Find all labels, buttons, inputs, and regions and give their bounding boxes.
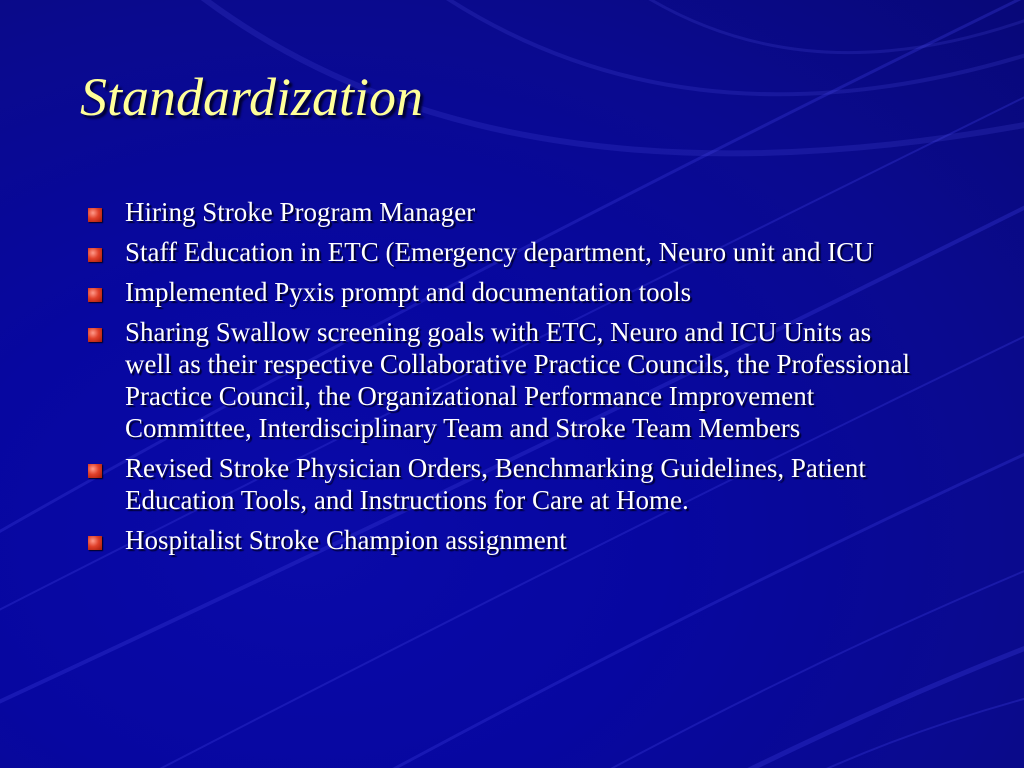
square-bullet-icon <box>88 536 102 550</box>
bullet-list <box>88 196 918 564</box>
bullet-item <box>88 316 918 444</box>
square-bullet-icon <box>88 328 102 342</box>
square-bullet-icon <box>88 248 102 262</box>
square-bullet-icon <box>88 464 102 478</box>
slide-title: Standardization <box>80 67 424 127</box>
bullet-item <box>88 452 918 516</box>
square-bullet-icon <box>88 288 102 302</box>
bullet-text: Implemented Pyxis prompt and documentation tools <box>125 277 692 307</box>
bullet-text: Staff Education in ETC (Emergency department, Neuro unit and ICU <box>125 237 874 267</box>
bullet-item <box>88 236 918 268</box>
bullet-text: Hiring Stroke Program Manager <box>125 197 476 227</box>
bullet-text: Sharing Swallow screening goals with ETC, Neuro and ICU Units as well as their respective Collaborative Practice Councils, the Professional Practice Council, the Organizational Performance Improvement Committee, Interdisciplinary Team and Stroke Team Members <box>125 317 911 443</box>
bullet-text: Revised Stroke Physician Orders, Benchmarking Guidelines, Patient Education Tools, and Instructions for Care at Home. <box>125 453 866 515</box>
bullet-item <box>88 196 918 228</box>
bullet-text: Hospitalist Stroke Champion assignment <box>125 525 567 555</box>
bullet-item <box>88 524 918 556</box>
bullet-item <box>88 276 918 308</box>
square-bullet-icon <box>88 208 102 222</box>
